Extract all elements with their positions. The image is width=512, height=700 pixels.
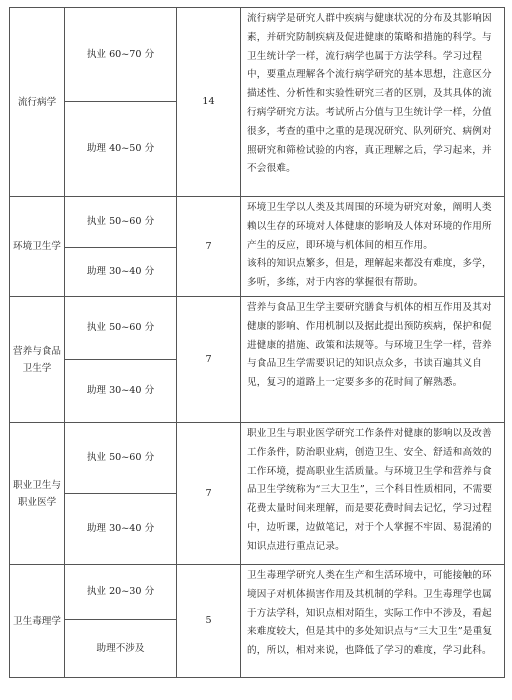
subject-name: 职业卫生与职业医学: [13, 479, 61, 508]
description-cell: [241, 297, 505, 423]
level-cell: 执业 50~60 分: [65, 197, 177, 248]
table-row: [10, 423, 505, 494]
level-cell: 执业 20~30 分: [65, 565, 177, 620]
level-cell: 执业 50~60 分: [65, 297, 177, 360]
table-row: [10, 197, 505, 248]
description-paragraph: 职业卫生与职业医学研究工作条件对健康的影响以及改善工作条件，防治职业病，创造卫生、安全、舒适和高效的工作环境，提高职业生活质量。与环境卫生学和营养与食品卫生学统称为“三大卫生”，三个科目性质相同，不需要花费太量时间来理解，而是要花费时间去记忆，学习过程中，边听课，边做笔记，对于个人掌握不牢固、易混淆的知识点进行重点记录。: [247, 428, 493, 552]
level-cell: 助理 30~40 分: [65, 360, 177, 423]
description-paragraph: 营养与食品卫生学主要研究膳食与机体的相互作用及其对健康的影响、作用机制以及据此提出预防疾病，保护和促进健康的措施、政策和法规等。与环境卫生学一样，营养与食品卫生学需要识记的知识点众多，书读百遍其义自见，复习的道路上一定要多多的花时间了解熟悉。: [247, 302, 492, 389]
subject-cell: [10, 297, 65, 423]
table-row: [10, 565, 505, 620]
description-paragraph: 环境卫生学以人类及其周围的环境为研究对象，阐明人类赖以生存的环境对人体健康的影响及人体对环境的作用所产生的反应，即环境与机体间的相互作用。: [247, 202, 492, 251]
description-paragraph: 卫生毒理学研究人类在生产和生活环境中，可能接触的环境因子对机体损害作用及其机制的学科。卫生毒理学也属于方法学科，知识点相对陌生，实际工作中不涉及，看起来难度较大，但是其中的多处知识点与“三大卫生”是重复的，所以，相对来说，也降低了学习的难度，学习此科。: [247, 570, 493, 657]
level-cell: 助理 30~40 分: [65, 248, 177, 297]
subject-cell: [10, 565, 65, 678]
description-cell: [241, 197, 505, 297]
description-cell: [241, 8, 505, 197]
score-cell: 7: [177, 197, 241, 297]
subject-table: [9, 7, 505, 678]
subject-name: 环境卫生学: [13, 241, 61, 252]
description-cell: [241, 423, 505, 565]
subject-cell: [10, 8, 65, 197]
score-cell: 5: [177, 565, 241, 678]
level-cell: 助理 40~50 分: [65, 102, 177, 197]
subject-cell: [10, 197, 65, 297]
score-cell: 14: [177, 8, 241, 197]
level-cell: 执业 60~70 分: [65, 8, 177, 102]
description-paragraph: 流行病学是研究人群中疾病与健康状况的分布及其影响因素，并研究防制疾病及促进健康的策略和措施的科学。与卫生统计学一样，流行病学也属于方法学科。学习过程中，要重点理解各个流行病学研究的基本思想，注意区分描述性、分析性和实验性研究三者的区别，及其具体的流行病学研究方法。考试所占分值与卫生统计学一样，分值很多，考查的重中之重的是现况研究、队列研究、病例对照研究和筛检试验的内容，真正理解之后，学习起来，并不会很难。: [247, 13, 492, 175]
subject-name: 营养与食品卫生学: [13, 345, 61, 374]
description-paragraph: 该科的知识点繁多，但是，理解起来都没有难度，多学，多听，多练，对于内容的掌握很有帮助。: [247, 258, 492, 289]
score-cell: 7: [177, 423, 241, 565]
level-cell: 执业 50~60 分: [65, 423, 177, 494]
score-cell: 7: [177, 297, 241, 423]
description-cell: [241, 565, 505, 678]
level-cell: 助理 30~40 分: [65, 494, 177, 565]
level-cell: 助理不涉及: [65, 620, 177, 678]
table-row: [10, 297, 505, 360]
subject-name: 卫生毒理学: [13, 615, 61, 627]
table-row: [10, 8, 505, 102]
subject-cell: [10, 423, 65, 565]
subject-name: 流行病学: [17, 96, 57, 108]
